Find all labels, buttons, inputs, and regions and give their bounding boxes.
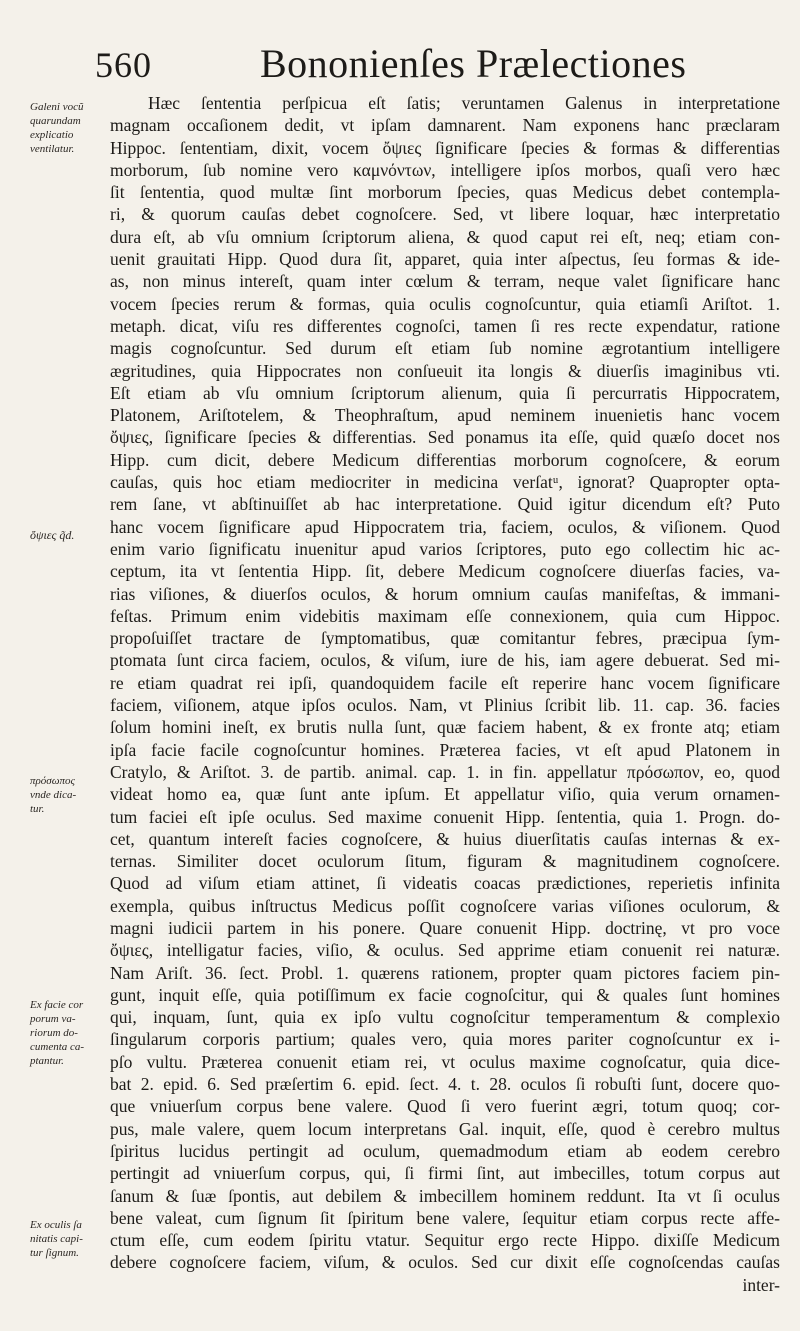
text-line: rias viſiones, & diuerſos oculos, & horum omnium cauſas manifeſtas, & immani-	[110, 583, 780, 604]
text-line: ri, & quorum cauſas debet cognoſcere. Sed, vt libere loquar, hæc interpretatio	[110, 204, 780, 225]
text-line: videat homo ea, quæ ſunt ante ipſum. Et appellatur viſio, quia verum ornamen-	[110, 784, 780, 805]
margin-note: πρόσωπος vnde dica- tur.	[30, 775, 77, 815]
text-line: ægritudines, quia Hippocrates non conſueuit ita longis & diuerſis imaginibus vti.	[110, 360, 780, 381]
text-line: debere cognoſcere faciem, viſum, & oculos. Sed cur dixit eſſe cognoſcendas cauſas	[110, 1252, 780, 1273]
text-line: gunt, inquit eſſe, quia potiſſimum ex facie cognoſcitur, qui & quales ſunt homines	[110, 984, 780, 1005]
text-line: pus, male valere, quem locum interpretans Gal. inquit, eſſe, quod è cerebro multus	[110, 1118, 780, 1139]
text-line: Platonem, Ariſtotelem, & Theophraſtum, apud neminem inuenietis hanc vocem	[110, 405, 780, 426]
text-line: magnam occaſionem dedit, vt ipſam damnarent. Nam exponens hanc præclaram	[110, 115, 780, 136]
text-line: ſpiritus lucidus pertingit ad oculum, quemadmodum etiam ab eodem cerebro	[110, 1140, 780, 1161]
catchword: inter-	[742, 1274, 780, 1295]
text-line: re etiam quadrat rei ipſi, quandoquidem facile eſt reperire hanc vocem ſignificare	[110, 672, 780, 693]
text-line: Hippoc. ſententiam, dixit, vocem ὄψιες ſignificare ſpecies & formas & differentias	[110, 137, 780, 158]
text-line: Hipp. cum dicit, debere Medicum differentias morborum cognoſcere, & eorum	[110, 449, 780, 470]
text-line: ctum eſſe, cum eodem ſpiritu vtatur. Sequitur ergo recte Hippo. dixiſſe Medicum	[110, 1230, 780, 1251]
body-text	[110, 92, 780, 1296]
text-line: vocem ſpecies rerum & formas, quia oculis cognoſcuntur, quia etiamſi Ariſtot. 1.	[110, 293, 780, 314]
text-line: ipſa facie facile cognoſcuntur homines. Præterea facies, vt eſt apud Platonem in	[110, 739, 780, 760]
text-line: morborum, ſub nomine vero καμνόντων, intelligere ipſos morbos, quaſi vero hæc	[110, 159, 780, 180]
text-line: ſanum & ſuæ ſpontis, aut debilem & imbecillem hominem reddunt. Ita vt ſi oculus	[110, 1185, 780, 1206]
text-line: Cratylo, & Ariſtot. 3. de partib. animal. cap. 1. in fin. appellatur πρόσωπον, eo, quod	[110, 761, 780, 782]
text-line: ὄψιες, ſignificare ſpecies & differentias. Sed ponamus ita eſſe, quid quæſo docet nos	[110, 427, 780, 448]
text-line: propoſuiſſet tractare de ſymptomatibus, quæ comitantur febres, præcipua ſym-	[110, 628, 780, 649]
text-line: pertingit ad vniuerſum corpus, qui, ſi firmi ſint, aut imbecilles, totum corpus aut	[110, 1163, 780, 1184]
text-line: enim vario ſignificatu inuenitur apud varios ſcriptores, puto ego collectim hic ac-	[110, 538, 780, 559]
page-number: 560	[95, 45, 152, 85]
text-line: rem ſane, vt abſtinuiſſet ab hac interpretatione. Quid igitur dicendum eſt? Puto	[110, 494, 780, 515]
margin-note: ὄψιες q̃d.	[30, 528, 75, 542]
text-line: exempla, quibus inſtructus Medicus poſſit cognoſcere varias viſiones oculorum, &	[110, 895, 780, 916]
running-title: Bononienſes Prælectiones	[260, 41, 687, 86]
text-line: pſo vultu. Præterea conuenit etiam rei, vt oculus maxime cognoſcatur, quia dice-	[110, 1051, 780, 1072]
text-line: Hæc ſententia perſpicua eſt ſatis; veruntamen Galenus in interpretatione	[148, 93, 780, 113]
text-line: feſtas. Primum enim videbitis maximam eſſe connexionem, quia cum Hippoc.	[110, 605, 780, 626]
text-line: bat 2. epid. 6. Sed præſertim 6. epid. ſect. 4. t. 28. oculos ſi robuſti ſunt, docere quo-	[110, 1074, 780, 1095]
margin-note: Galeni vocũ quarundam explicatio ventilatur.	[30, 101, 84, 155]
text-line: uenit grauitati Hipp. Quod dura ſit, apparet, quia inter aſpectus, ſeu formas & ide-	[110, 249, 780, 270]
text-line: cauſas, quis hoc etiam mediocriter in medicina verſatᵘ, ignorat? Quapropter opta-	[110, 472, 780, 493]
text-line: magni iudicii partem in his ponere. Quare conuenit Hipp. doctrinę, vt pro voce	[110, 917, 780, 938]
text-line: que vniuerſum corpus bene valere. Quod ſi vero fuerint ægri, totum quoq; cor-	[110, 1096, 780, 1117]
text-line: qui, inquam, ſunt, quia ex ipſo vultu cognoſcitur temperamentum & complexio	[110, 1007, 780, 1028]
text-line: hanc vocem ſignificare apud Hippocratem tria, faciem, oculos, & viſionem. Quod	[110, 516, 780, 537]
text-line: bene valeat, cum ſignum ſit ſpiritum bene valere, ſequitur etiam corpus recte affe-	[110, 1207, 780, 1228]
text-line: ceptum, ita vt ſententia Hipp. ſit, debere Medicum cognoſcere diuerſas facies, va-	[110, 561, 780, 582]
text-line: ſingularum corporis partium; quales vero, quia mores pariter cognoſcuntur ex i-	[110, 1029, 780, 1050]
text-line: dura eſt, ab vſu omnium ſcriptorum aliena, & quod caput rei eſt, neq; etiam con-	[110, 226, 780, 247]
text-line: as, non minus intereſt, quam inter cœlum & terram, neque valet ſignificare hanc	[110, 271, 780, 292]
text-line: Nam Ariſt. 36. ſect. Probl. 1. quærens rationem, propter quam pictores faciem pin-	[110, 962, 780, 983]
text-line: ternas. Similiter docet oculorum ſitum, figuram & magnitudinem cognoſcere.	[110, 851, 780, 872]
text-line: faciem, viſionem, atque ipſos oculos. Nam, vt Plinius ſcribit lib. 11. cap. 36. facies	[110, 695, 780, 716]
text-line: ſit ſententia, quod multæ ſint morborum ſpecies, quas Medicus debet contempla-	[110, 182, 780, 203]
text-line: metaph. dicat, viſu res differentes cognoſci, tamen ſi res recte expendatur, ratione	[110, 315, 780, 336]
margin-notes	[0, 0, 105, 1331]
text-line: Quod ad viſum etiam attinet, ſi videatis coacas prædictiones, reperietis infinita	[110, 873, 780, 894]
text-line: ptomata ſunt circa faciem, oculos, & viſum, iure de his, iam agere debuerat. Sed mi-	[110, 650, 780, 671]
text-line: magis cognoſcuntur. Sed durum eſt etiam ſub nomine ægrotantium intelligere	[110, 338, 780, 359]
text-line: tum faciei eſt ipſe oculus. Sed maxime conuenit Hipp. ſententia, quia 1. Progn. do-	[110, 806, 780, 827]
text-line: ὄψιες, intelligatur facies, viſio, & oculus. Sed apprime etiam conuenit rei naturæ.	[110, 940, 780, 961]
text-line: Eſt etiam ab vſu omnium ſcriptorum alienum, quia ſi percurratis Hippocratem,	[110, 382, 780, 403]
text-line: cet, quantum intereſt facies cognoſcere, & huius diuerſitatis cauſas internas & ex-	[110, 828, 780, 849]
page-header	[95, 40, 770, 88]
margin-note: Ex oculis ſa nitatis capi- tur ſignum.	[30, 1219, 83, 1259]
margin-note: Ex facie cor porum va- riorum do- cumenta ca- ptantur.	[30, 999, 85, 1067]
text-line: ſolum homini ineſt, ex brutis nulla ſunt, quæ faciem habent, & ex fronte atq; etiam	[110, 717, 780, 738]
